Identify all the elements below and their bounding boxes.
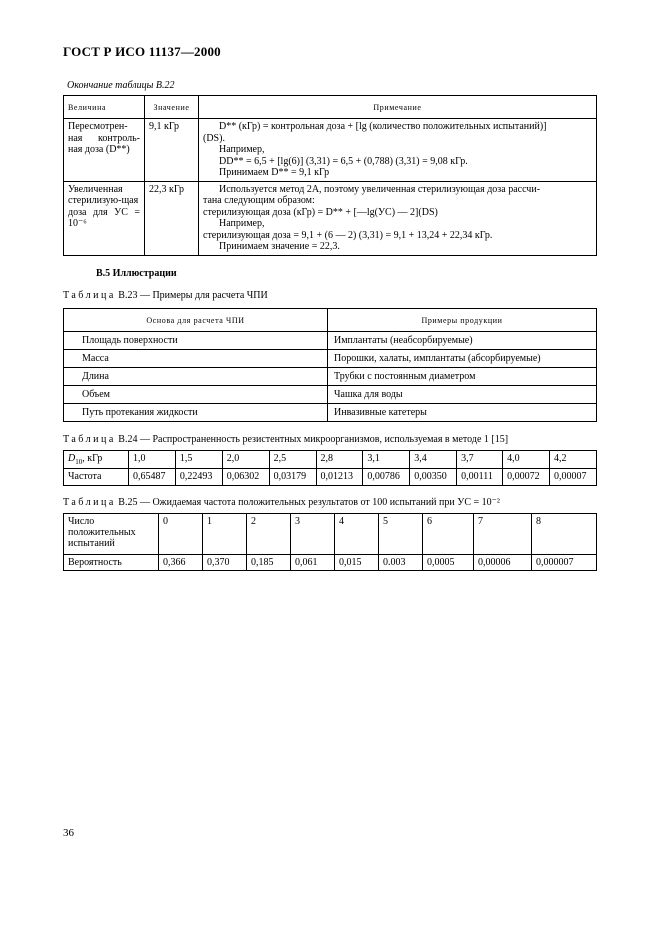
table-row	[64, 119, 597, 182]
table-row	[64, 451, 597, 469]
value-cell: 22,3 кГр	[145, 181, 199, 255]
cell: 0,00072	[503, 469, 550, 486]
table-row	[64, 469, 597, 486]
table-continuation-caption: Окончание таблицы В.22	[67, 80, 175, 91]
cell: 2	[247, 514, 291, 555]
cell: 0.003	[379, 555, 423, 571]
note-line: тана следующим образом:	[203, 195, 315, 206]
caption-label: Таблица	[63, 434, 116, 445]
cell: 6	[423, 514, 474, 555]
header-cell: Примеры продукции	[328, 309, 597, 332]
quantity-cell: Увеличенная стерилизую-щая доза для УС = 10⁻⁶	[64, 181, 145, 255]
d10-subscript: 10	[75, 458, 83, 466]
cell: 0,03179	[269, 469, 316, 486]
cell: Путь протекания жидкости	[64, 404, 328, 422]
cell: 7	[473, 514, 531, 555]
cell: 0,06302	[222, 469, 269, 486]
cell: 2,0	[222, 451, 269, 469]
cell: Инвазивные катетеры	[328, 404, 597, 422]
cell: 0,185	[247, 555, 291, 571]
header-cell: Величина	[64, 96, 145, 119]
table-row	[64, 404, 597, 422]
caption-text: В.24 — Распространенность резистентных микроорганизмов, используемая в методе 1 [15]	[118, 434, 509, 445]
table-row	[64, 514, 597, 555]
cell: Длина	[64, 368, 328, 386]
cell: 0,000007	[531, 555, 596, 571]
table-b25	[63, 513, 597, 571]
cell: Объем	[64, 386, 328, 404]
note-line: Используется метод 2А, поэтому увеличенная стерилизующая доза рассчи-	[219, 183, 541, 195]
table-b22	[63, 95, 597, 256]
table-row	[64, 386, 597, 404]
table-row	[64, 350, 597, 368]
cell: 3,7	[457, 451, 503, 469]
value-cell: 9,1 кГр	[145, 119, 199, 182]
d10-symbol: D	[68, 453, 76, 464]
cell: 4	[335, 514, 379, 555]
cell: 1,5	[175, 451, 222, 469]
cell: 2,5	[269, 451, 316, 469]
document-header: ГОСТ Р ИСО 11137—2000	[63, 44, 221, 59]
note-line: Например,	[219, 144, 265, 155]
table-header-row	[64, 96, 597, 119]
cell: 0	[159, 514, 203, 555]
cell: Чашка для воды	[328, 386, 597, 404]
row-label-cell	[64, 451, 129, 469]
cell: Имплантаты (неабсорбируемые)	[328, 332, 597, 350]
caption-label: Таблица	[63, 497, 116, 508]
cell: Порошки, халаты, имплантаты (абсорбируемые)	[328, 350, 597, 368]
note-line: стерилизующая доза (кГр) = D** + [—lg(УС) — 2](DS)	[203, 206, 438, 218]
row-label-cell: Число положительных испытаний	[64, 514, 159, 555]
d10-unit: , кГр	[82, 453, 103, 464]
cell: 0,061	[291, 555, 335, 571]
caption-text: В.25 — Ожидаемая частота положительных результатов от 100 испытаний при УС = 10⁻²	[118, 497, 500, 508]
cell: Масса	[64, 350, 328, 368]
note-line: Принимаем D** = 9,1 кГр	[219, 167, 330, 178]
table-row	[64, 332, 597, 350]
row-label-cell: Вероятность	[64, 555, 159, 571]
note-line: стерилизующая доза = 9,1 + (6 — 2) (3,31) = 9,1 + 13,24 + 22,34 кГр.	[203, 229, 493, 241]
cell: Трубки с постоянным диаметром	[328, 368, 597, 386]
cell: 2,8	[316, 451, 363, 469]
cell: 3,4	[410, 451, 457, 469]
cell: 1	[203, 514, 247, 555]
cell: 0,00350	[410, 469, 457, 486]
note-line: (DS).	[203, 132, 225, 144]
note-cell	[199, 181, 597, 255]
note-line: Например,	[219, 218, 265, 229]
note-line: D** (кГр) = контрольная доза + [lg (количество положительных испытаний)]	[219, 121, 547, 132]
quantity-cell: Пересмотрен-ная контроль-ная доза (D**)	[64, 119, 145, 182]
cell: 1,0	[129, 451, 176, 469]
cell: 3,1	[363, 451, 410, 469]
page-number: 36	[63, 827, 74, 839]
header-cell: Основа для расчета ЧПИ	[64, 309, 328, 332]
cell: 8	[531, 514, 596, 555]
table-row	[64, 555, 597, 571]
caption-text: В.23 — Примеры для расчета ЧПИ	[118, 290, 268, 301]
note-line: DD** = 6,5 + [lg(6)] (3,31) = 6,5 + (0,788) (3,31) = 9,08 кГр.	[219, 155, 468, 167]
row-label-cell: Частота	[64, 469, 129, 486]
section-heading: В.5 Иллюстрации	[96, 268, 177, 279]
table-header-row	[64, 309, 597, 332]
table-b24	[63, 450, 597, 486]
table-row	[64, 368, 597, 386]
cell: 4,0	[503, 451, 550, 469]
cell: 0,00006	[473, 555, 531, 571]
cell: 0,0005	[423, 555, 474, 571]
caption-label: Таблица	[63, 290, 116, 301]
note-cell	[199, 119, 597, 182]
cell: 0,366	[159, 555, 203, 571]
table-caption	[63, 497, 500, 508]
cell: 5	[379, 514, 423, 555]
header-cell: Примечание	[199, 96, 597, 119]
cell: 0,00111	[457, 469, 503, 486]
table-b23	[63, 308, 597, 422]
cell: Площадь поверхности	[64, 332, 328, 350]
cell: 0,00007	[550, 469, 597, 486]
cell: 0,00786	[363, 469, 410, 486]
cell: 0,22493	[175, 469, 222, 486]
cell: 0,015	[335, 555, 379, 571]
cell: 4,2	[550, 451, 597, 469]
header-cell: Значение	[145, 96, 199, 119]
cell: 0,01213	[316, 469, 363, 486]
cell: 0,370	[203, 555, 247, 571]
note-line: Принимаем значение = 22,3.	[219, 241, 340, 252]
cell: 0,65487	[129, 469, 176, 486]
table-caption	[63, 434, 508, 445]
cell: 3	[291, 514, 335, 555]
table-caption	[63, 290, 268, 301]
table-row	[64, 181, 597, 255]
